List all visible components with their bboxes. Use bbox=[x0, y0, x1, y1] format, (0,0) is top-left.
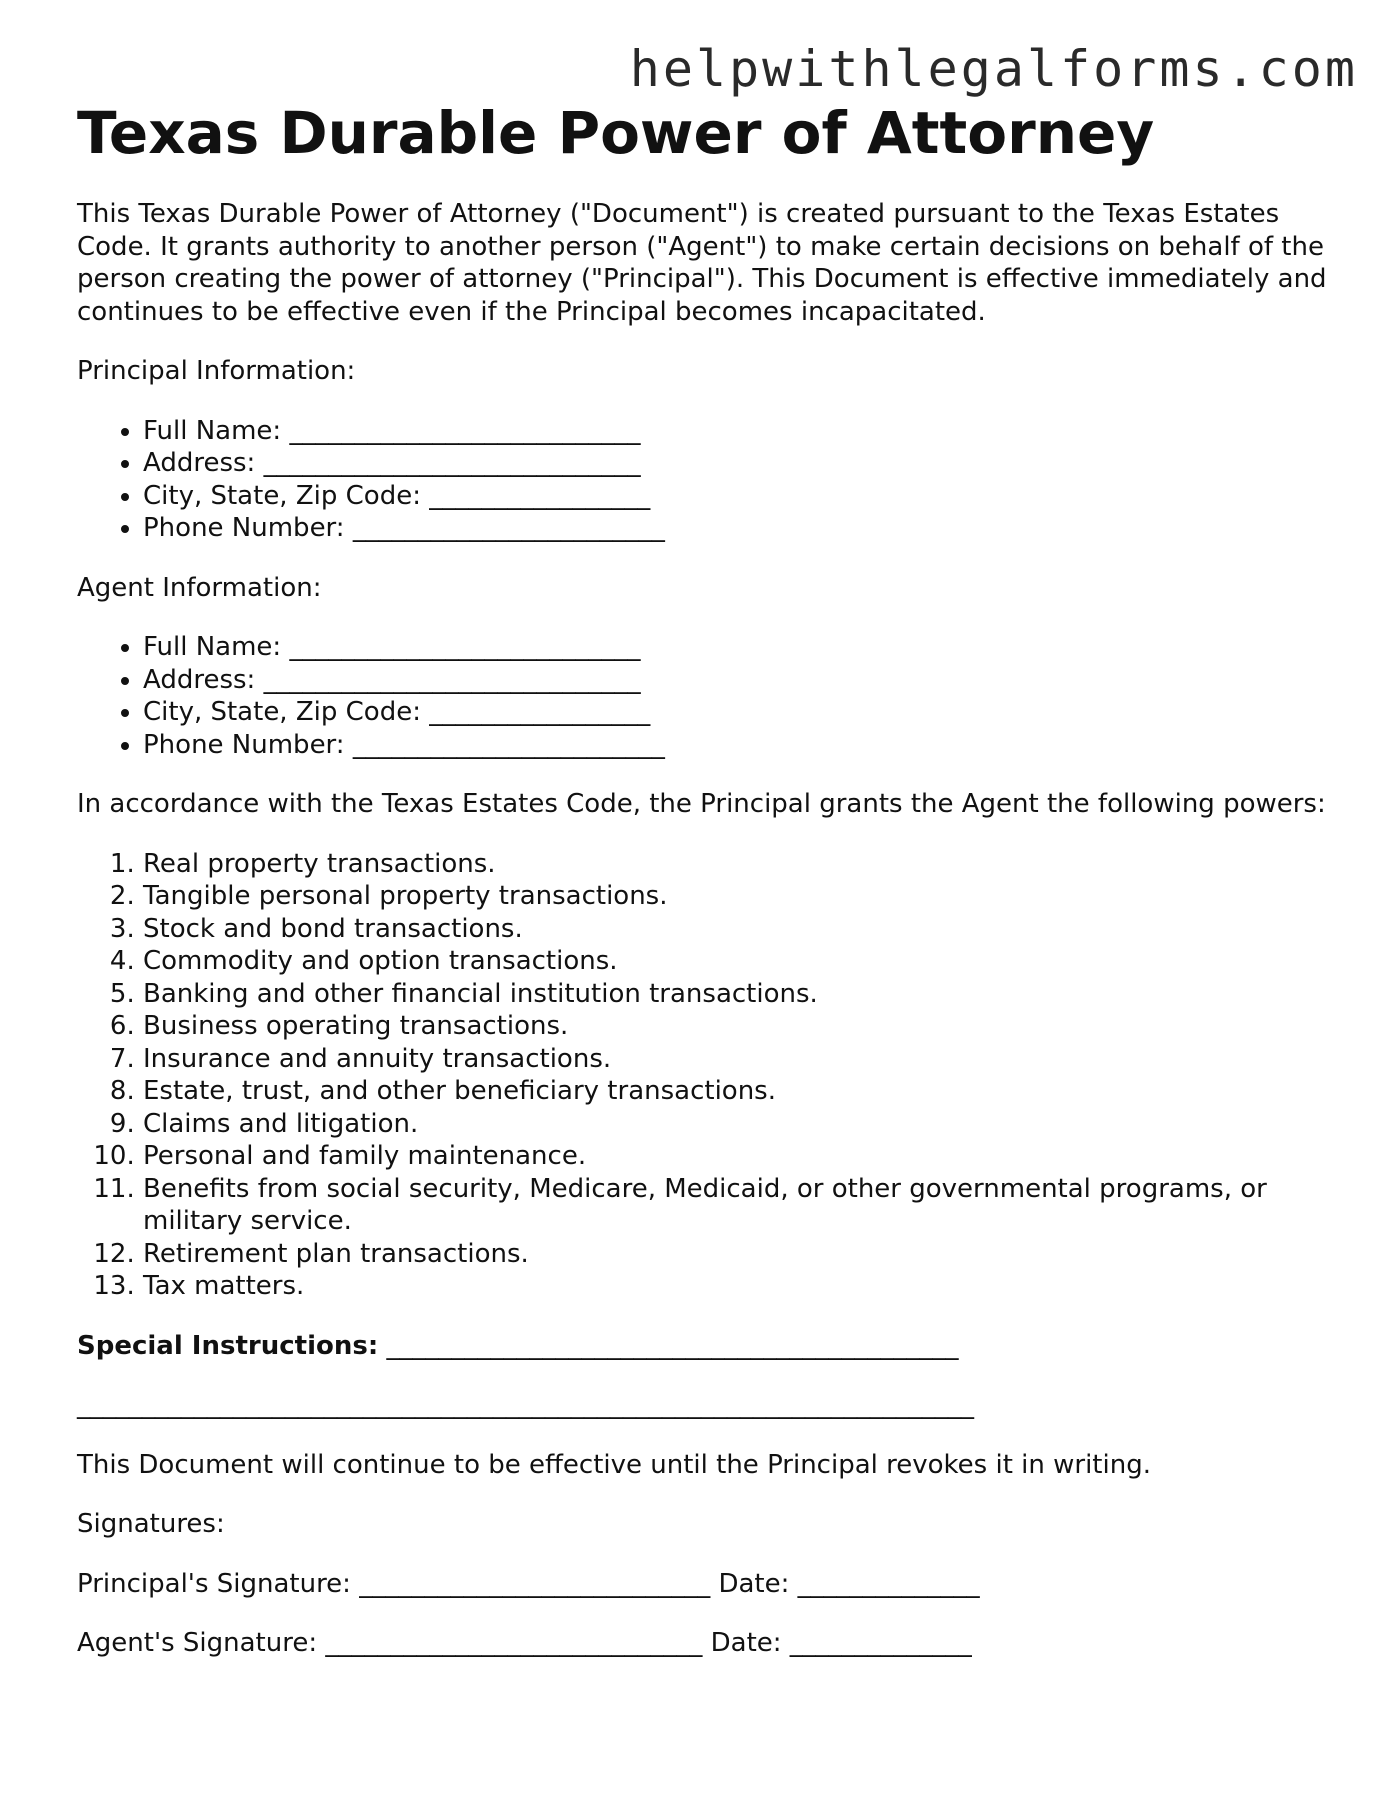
special-instructions-label: Special Instructions: bbox=[77, 1330, 379, 1361]
document-body bbox=[77, 98, 1327, 1687]
principal-phone-field: • Phone Number: ________________________ bbox=[143, 512, 1327, 545]
document-title: Texas Durable Power of Attorney bbox=[77, 99, 1155, 167]
power-item: 7. Insurance and annuity transactions. bbox=[143, 1043, 1327, 1076]
principal-city-state-zip-field: • City, State, Zip Code: _________________ bbox=[143, 480, 1327, 513]
signatures-heading: Signatures: bbox=[77, 1509, 225, 1539]
power-item: 13. Tax matters. bbox=[143, 1270, 1327, 1303]
intro-paragraph: This Texas Durable Power of Attorney ("Document") is created pursuant to the Texas Estates Code. It grants authority to another person ("Agent") to make certain decisions on behalf of the person creating the power of attorney ("Principal"). This Document is effective immediately and continues to be effective even if the Principal becomes incapacitated. bbox=[77, 199, 1327, 327]
power-item: 11. Benefits from social security, Medicare, Medicaid, or other governmental programs, or military service. bbox=[143, 1173, 1327, 1238]
agent-city-state-zip-field: • City, State, Zip Code: _________________ bbox=[143, 696, 1327, 729]
power-item: 4. Commodity and option transactions. bbox=[143, 945, 1327, 978]
power-item: 10. Personal and family maintenance. bbox=[143, 1140, 1327, 1173]
agent-fields-list bbox=[77, 631, 1327, 761]
special-instructions-second-blank: _____________________________________________________________________ bbox=[77, 1390, 974, 1420]
power-item: 8. Estate, trust, and other beneficiary transactions. bbox=[143, 1075, 1327, 1108]
powers-list bbox=[77, 848, 1327, 1303]
power-item: 9. Claims and litigation. bbox=[143, 1108, 1327, 1141]
agent-address-field: • Address: _____________________________ bbox=[143, 664, 1327, 697]
special-instructions-line bbox=[77, 1330, 1327, 1363]
principal-address-field: • Address: _____________________________ bbox=[143, 447, 1327, 480]
power-item: 1. Real property transactions. bbox=[143, 848, 1327, 881]
principal-heading: Principal Information: bbox=[77, 356, 356, 386]
agent-full-name-field: • Full Name: ___________________________ bbox=[143, 631, 1327, 664]
principal-fields-list bbox=[77, 415, 1327, 545]
power-item: 2. Tangible personal property transactions. bbox=[143, 880, 1327, 913]
special-instructions-blank: ____________________________________________ bbox=[378, 1330, 959, 1361]
agent-signature-line: Agent's Signature: _____________________________ Date: ______________ bbox=[77, 1628, 972, 1658]
power-item: 5. Banking and other financial institution transactions. bbox=[143, 978, 1327, 1011]
power-item: 6. Business operating transactions. bbox=[143, 1010, 1327, 1043]
power-item: 12. Retirement plan transactions. bbox=[143, 1238, 1327, 1271]
agent-phone-field: • Phone Number: ________________________ bbox=[143, 729, 1327, 762]
powers-intro: In accordance with the Texas Estates Code, the Principal grants the Agent the following powers: bbox=[77, 789, 1326, 819]
principal-signature-line: Principal's Signature: ___________________________ Date: ______________ bbox=[77, 1568, 980, 1599]
agent-heading: Agent Information: bbox=[77, 572, 322, 603]
power-item: 3. Stock and bond transactions. bbox=[143, 913, 1327, 946]
principal-full-name-field: • Full Name: ___________________________ bbox=[143, 415, 1327, 448]
watermark: helpwithlegalforms.com bbox=[629, 40, 1358, 98]
revocation-statement: This Document will continue to be effective until the Principal revokes it in writing. bbox=[77, 1449, 1151, 1480]
